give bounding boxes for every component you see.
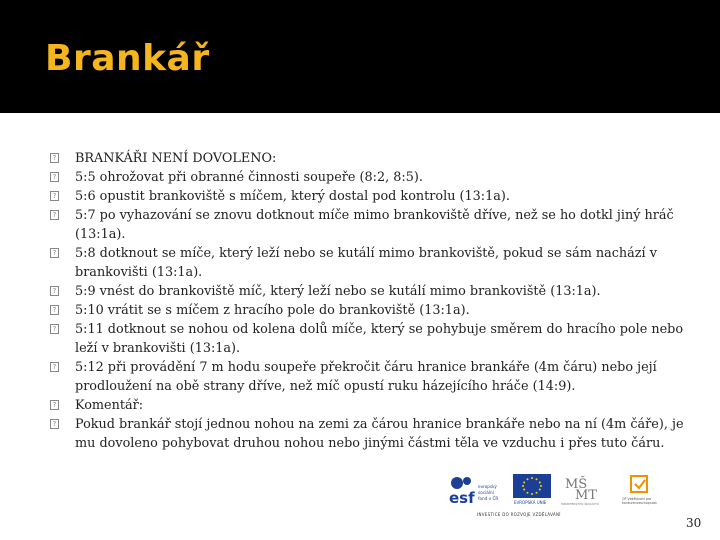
op-vk-logo [621,474,657,506]
bullet-icon: ? [50,248,59,258]
list-item [50,396,690,415]
svg-text:MŠ: MŠ [565,477,588,492]
svg-text:EVROPSKÁ UNIE: EVROPSKÁ UNIE [514,500,547,505]
logo-caption: INVESTICE DO ROZVOJE VZDĚLÁVÁNÍ [477,512,561,517]
list-item [50,358,690,396]
list-item-text: 5:5 ohrožovat při obranné činnosti soupeře (8:2, 8:5). [75,170,423,185]
title-bar [0,0,720,113]
list-item-text: 5:8 dotknout se míče, který leží nebo se kutálí mimo brankoviště, pokud se sám nachází v brankovišti (13:1a). [75,246,657,280]
eu-flag-logo [513,474,551,506]
list-item-text: Komentář: [75,398,144,413]
list-item-text: 5:11 dotknout se nohou od kolena dolů míče, který se pohybuje směrem do hracího pole nebo leží v brankovišti (13:1a). [75,322,684,356]
list-item-text: BRANKÁŘI NENÍ DOVOLENO: [75,151,277,166]
list-item [50,320,690,358]
svg-text:konkurenceschopnost: konkurenceschopnost [622,501,657,505]
bullet-icon: ? [50,400,59,410]
bullet-icon: ? [50,153,59,163]
esf-logo [447,474,507,506]
bullet-icon: ? [50,210,59,220]
list-item [50,149,690,168]
bullet-icon: ? [50,419,59,429]
logo-strip [447,474,659,520]
svg-text:esf: esf [449,489,475,506]
svg-text:MINISTERSTVO ŠKOLSTVÍ: MINISTERSTVO ŠKOLSTVÍ [561,502,599,506]
list-item [50,244,690,282]
list-item [50,301,690,320]
bullet-icon: ? [50,191,59,201]
list-item [50,415,690,453]
bullet-icon: ? [50,362,59,372]
bullet-icon: ? [50,324,59,334]
list-item [50,168,690,187]
list-item [50,206,690,244]
svg-text:sociální: sociální [478,490,494,495]
page-number: 30 [686,516,702,530]
slide-title: Brankář [45,38,210,79]
svg-text:evropský: evropský [478,484,497,489]
bullet-icon: ? [50,305,59,315]
list-item-text: 5:12 při provádění 7 m hodu soupeře překročit čáru hranice brankáře (4m čáru) nebo její prodloužení na obě strany dříve, než míč opustí ruku házejícího hráče (14:9). [75,360,657,394]
bullet-icon: ? [50,286,59,296]
svg-text:OP Vzdělávání pro: OP Vzdělávání pro [622,497,652,501]
list-item-text: 5:10 vrátit se s míčem z hracího pole do brankoviště (13:1a). [75,303,470,318]
bullet-icon: ? [50,172,59,182]
list-item [50,187,690,206]
list-item-text: 5:9 vnést do brankoviště míč, který leží nebo se kutálí mimo brankoviště (13:1a). [75,284,601,299]
list-item-text: 5:6 opustit brankoviště s míčem, který dostal pod kontrolu (13:1a). [75,189,510,204]
bullet-list [50,149,690,453]
list-item [50,282,690,301]
msmt-logo [561,474,607,506]
svg-text:fond v ČR: fond v ČR [478,496,499,501]
list-item-text: Pokud brankář stojí jednou nohou na zemi za čárou hranice brankáře nebo na ní (4m čáře), je mu dovoleno pohybovat druhou nohou nebo jinými částmi těla ve vzduchu i přes tuto čáru. [75,417,684,451]
svg-text:MT: MT [575,488,597,503]
list-item-text: 5:7 po vyhazování se znovu dotknout míče mimo brankoviště dříve, než se ho dotkl jiný hráč (13:1a). [75,208,674,242]
